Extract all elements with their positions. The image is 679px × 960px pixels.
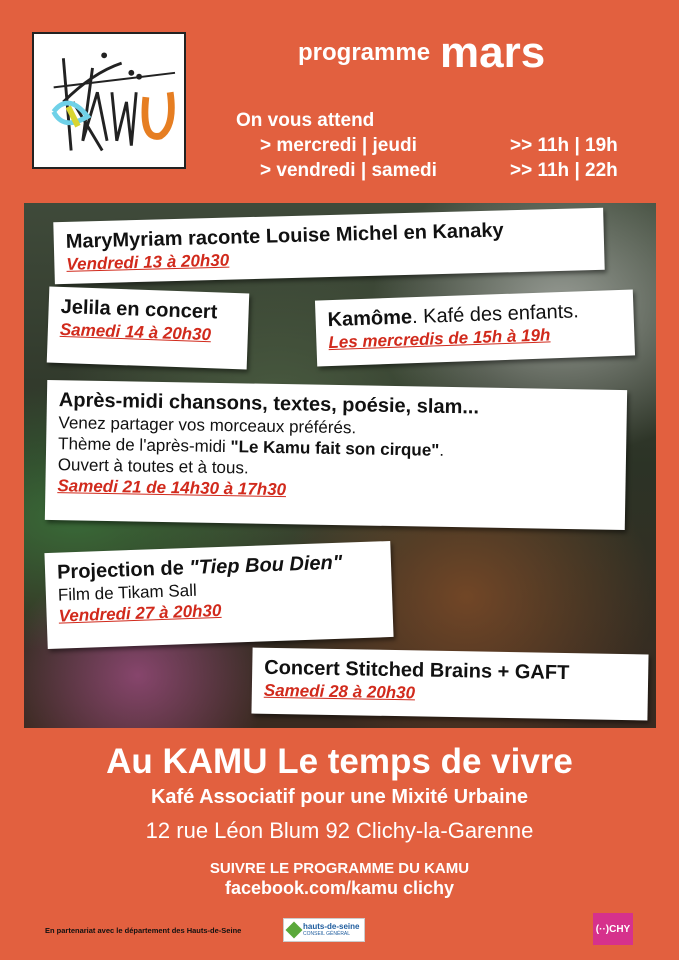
event-desc: Venez partager vos morceaux préférés. — [58, 413, 357, 438]
month-label: mars — [440, 28, 546, 77]
event-title: Après-midi chansons, textes, poésie, slam... — [58, 389, 480, 419]
hds-logo-text: hauts-de-seine — [303, 922, 360, 931]
event-date: Les mercredis de 15h à 19h — [328, 325, 551, 353]
event-desc: Film de Tikam Sall — [57, 580, 198, 605]
hauts-de-seine-logo — [283, 918, 365, 942]
event-date: Samedi 21 de 14h30 à 17h30 — [57, 476, 287, 500]
diamond-icon — [286, 922, 303, 939]
kamu-logo — [32, 32, 186, 169]
schedule-days: > vendredi | samedi — [260, 160, 437, 181]
follow-label: SUIVRE LE PROGRAMME DU KAMU — [209, 860, 470, 877]
facebook-link[interactable]: facebook.com/kamu clichy — [224, 878, 455, 898]
address: 12 rue Léon Blum 92 Clichy-la-Garenne — [145, 818, 534, 843]
event-desc: . — [439, 440, 445, 460]
event-film-title: "Tiep Bou Dien" — [188, 551, 343, 580]
event-date: Samedi 14 à 20h30 — [59, 319, 212, 345]
event-title: Projection de — [56, 557, 190, 584]
event-desc: Thème de l'après-midi — [57, 434, 231, 457]
schedule-days: > mercredi | jeudi — [260, 135, 417, 156]
schedule-hours: >> 11h | 19h — [510, 135, 618, 156]
event-title-rest: . Kafé des enfants. — [411, 300, 580, 329]
programme-title — [298, 28, 545, 78]
event-card — [45, 380, 627, 530]
event-card — [53, 208, 604, 284]
schedule-row — [236, 133, 618, 158]
event-title: Kamôme — [327, 306, 413, 332]
event-card — [44, 541, 393, 649]
event-card — [251, 648, 648, 721]
tagline: Au KAMU Le temps de vivre — [106, 742, 573, 781]
event-desc: Ouvert à toutes et à tous. — [57, 455, 249, 478]
event-date: Samedi 28 à 20h30 — [263, 680, 416, 703]
event-title: MaryMyriam raconte Louise Michel en Kanaky — [65, 219, 504, 253]
programme-label: programme — [298, 39, 431, 66]
schedule-hours: >> 11h | 22h — [510, 160, 618, 181]
event-title: Jelila en concert — [60, 295, 218, 324]
event-theme: "Le Kamu fait son cirque" — [230, 437, 440, 460]
event-card — [315, 289, 635, 366]
partner-text: En partenariat avec le département des Hauts-de-Seine — [45, 926, 242, 935]
clichy-logo: (··)CHY — [593, 913, 633, 945]
event-date: Vendredi 27 à 20h30 — [58, 600, 222, 626]
hds-logo-sub: CONSEIL GÉNÉRAL — [303, 931, 351, 937]
opening-hours — [236, 108, 618, 183]
association-name: Kafé Associatif pour une Mixité Urbaine — [150, 786, 529, 808]
schedule-row — [236, 158, 618, 183]
background-photo — [24, 203, 656, 728]
event-date: Vendredi 13 à 20h30 — [66, 250, 230, 274]
event-title: Concert Stitched Brains + GAFT — [264, 656, 570, 685]
welcome-text: On vous attend — [236, 110, 375, 131]
event-card — [47, 287, 250, 370]
